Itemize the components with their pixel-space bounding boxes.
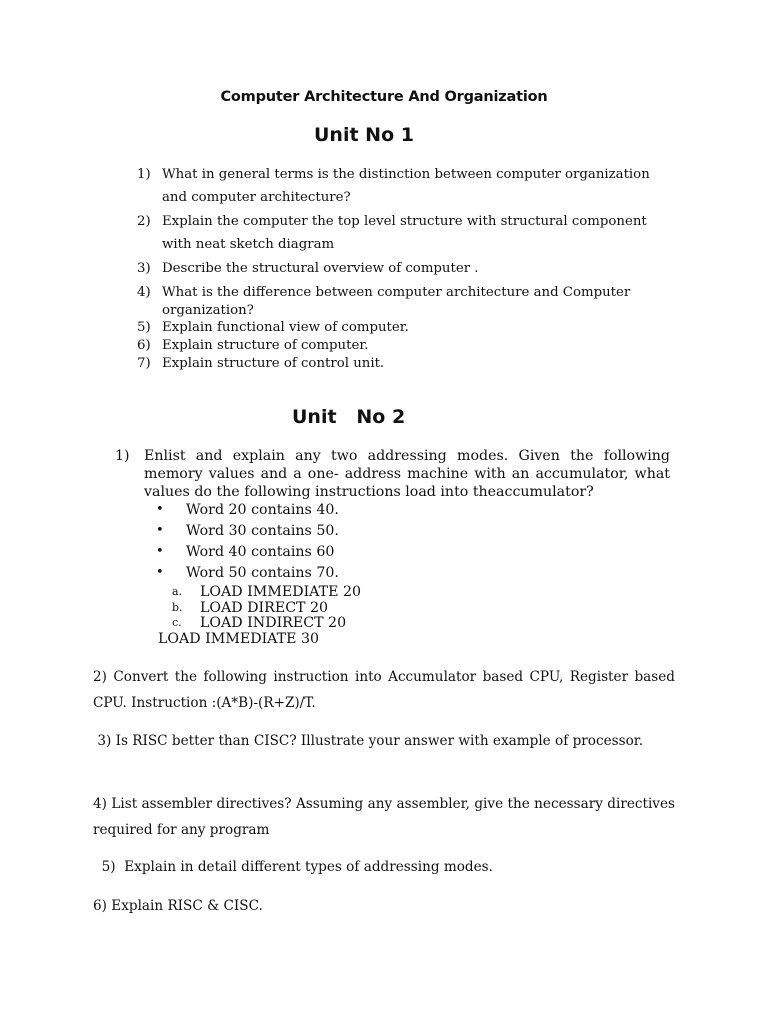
question-text-line: Explain structure of control unit.	[162, 356, 385, 371]
question-text-line: What is the difference between computer architecture and Computer	[162, 285, 631, 300]
bullet-text: Word 30 contains 50.	[186, 523, 339, 539]
unit2-heading: Unit No 2	[292, 406, 406, 428]
question-text-line: Explain functional view of computer.	[162, 320, 409, 335]
question-text-line: What in general terms is the distinction between computer organization	[162, 167, 650, 182]
unit2-question-5: 5) Explain in detail different types of addressing modes.	[93, 859, 493, 875]
sub-item-label: c.	[172, 616, 182, 629]
question-text: Enlist and explain any two addressing modes. Given the following memory values and a one- address machine with an accumulator, what values do the following instructions load into theaccumulator?	[144, 448, 670, 500]
sub-item-text: LOAD DIRECT 20	[200, 600, 329, 616]
unit1-heading: Unit No 1	[314, 124, 414, 146]
question-text-line: Describe the structural overview of computer .	[162, 261, 479, 276]
question-text-line: and computer architecture?	[162, 190, 351, 205]
question-number: 3)	[137, 261, 151, 276]
bullet-text: Word 20 contains 40.	[186, 502, 339, 518]
sub-item-label: b.	[172, 601, 183, 614]
question-number: 7)	[137, 356, 151, 371]
question-text-line: Explain structure of computer.	[162, 338, 369, 353]
unit2-question-4: 4) List assembler directives? Assuming any assembler, give the necessary directives required for any program	[93, 796, 675, 838]
document-title: Computer Architecture And Organization	[220, 89, 548, 105]
bullet-text: Word 40 contains 60	[186, 544, 335, 560]
question-number: 5)	[137, 320, 151, 335]
unit2-question-2: 2) Convert the following instruction into Accumulator based CPU, Register based CPU. Instruction :(A*B)-(R+Z)/T.	[93, 669, 675, 711]
unit2-question-3: 3) Is RISC better than CISC? Illustrate your answer with example of processor.	[93, 733, 644, 749]
question-number: 1)	[137, 167, 151, 182]
question-number: 4)	[137, 285, 151, 300]
bullet-icon: •	[156, 502, 164, 517]
question-number: 2)	[137, 214, 151, 229]
sub-item-text: LOAD IMMEDIATE 20	[200, 584, 362, 600]
sub-item-label: a.	[172, 585, 183, 598]
extra-instruction-line: LOAD IMMEDIATE 30	[158, 631, 320, 647]
question-text-line: organization?	[162, 303, 254, 318]
question-text-line: Explain the computer the top level structure with structural component	[162, 214, 647, 229]
question-number: 6)	[137, 338, 151, 353]
bullet-icon: •	[156, 523, 164, 538]
sub-item-text: LOAD INDIRECT 20	[200, 615, 347, 631]
bullet-text: Word 50 contains 70.	[186, 565, 339, 581]
bullet-icon: •	[156, 565, 164, 580]
question-text-line: with neat sketch diagram	[162, 237, 335, 252]
bullet-icon: •	[156, 544, 164, 559]
question-number: 1)	[115, 448, 130, 464]
unit2-question-6: 6) Explain RISC & CISC.	[93, 898, 263, 914]
